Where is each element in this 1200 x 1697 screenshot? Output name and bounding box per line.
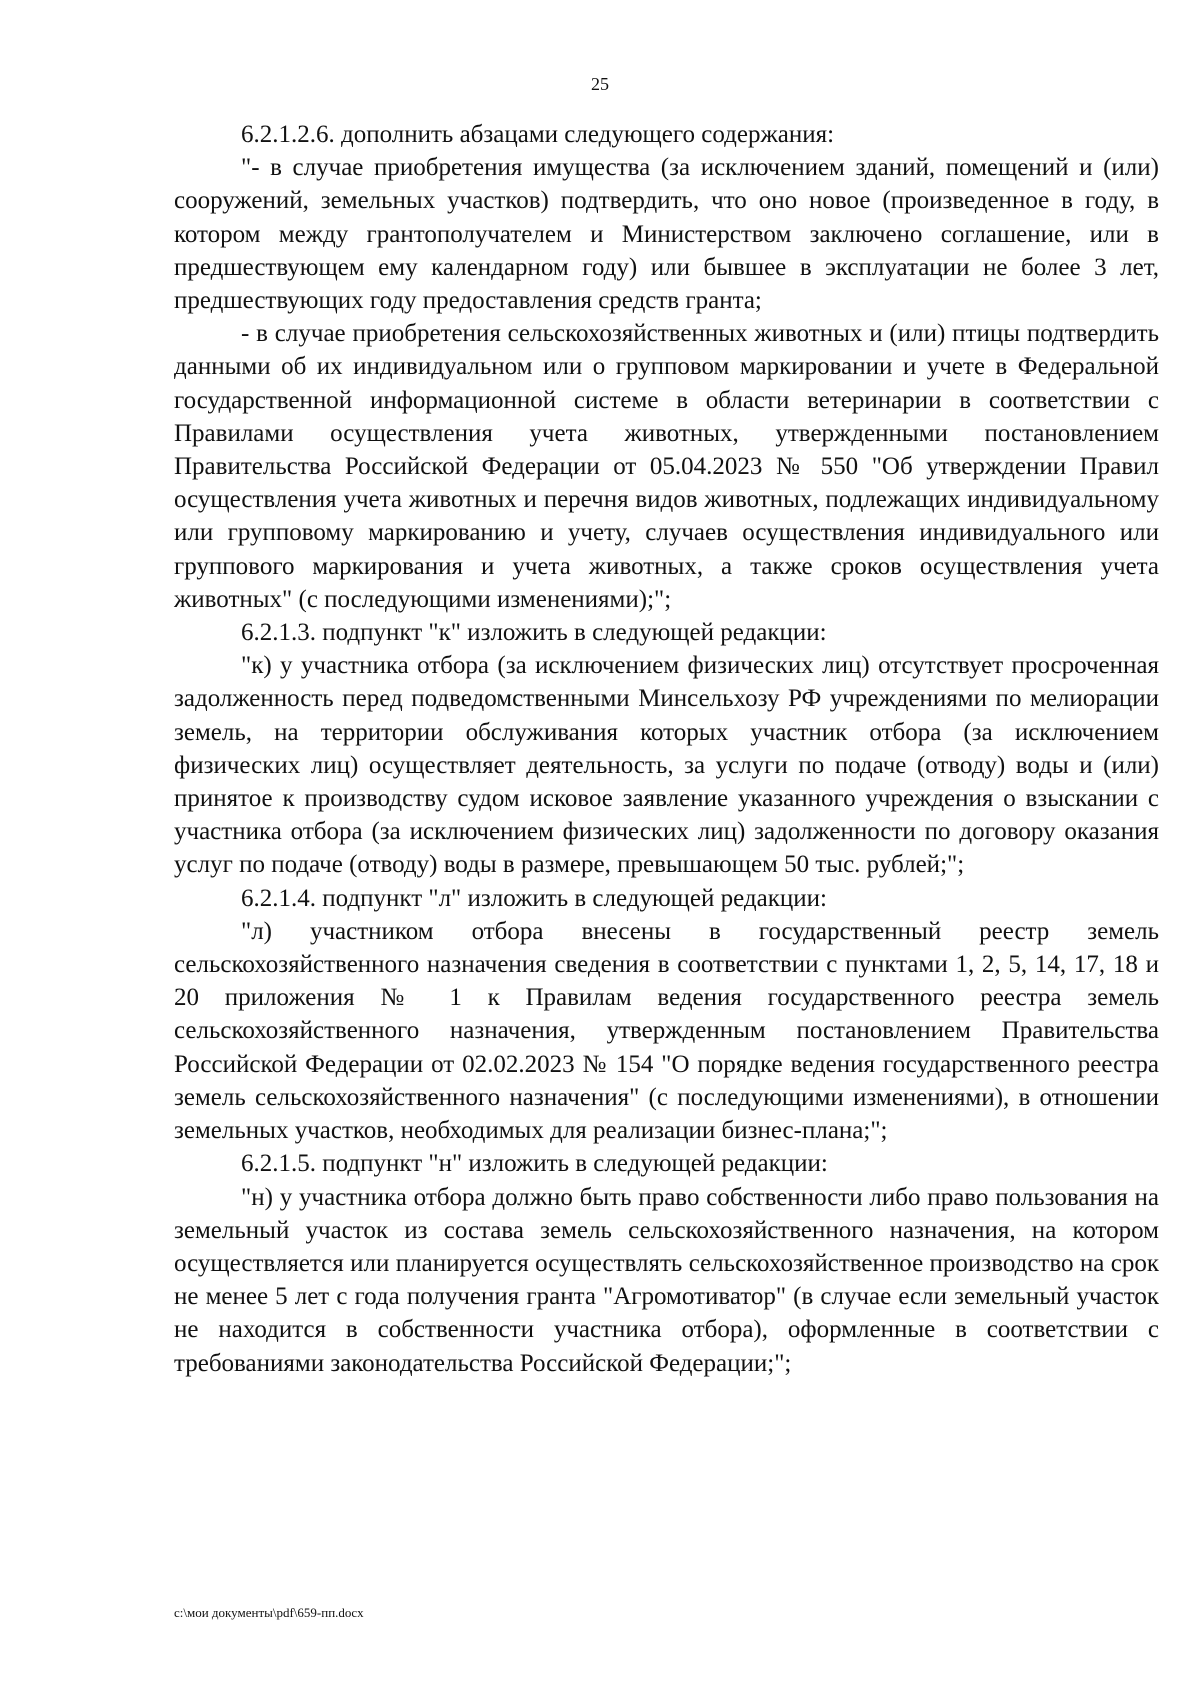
document-body <box>174 118 1159 1380</box>
paragraph-animal-acquisition: - в случае приобретения сельскохозяйственных животных и (или) птицы подтвердить данными об их индивидуальном или о групповом маркировании и учете в Федеральной государственной информационной системе в области ветеринарии в соответствии с Правилами осуществления учета животных, утвержденными постановлением Правительства Российской Федерации от 05.04.2023 № 550 "Об утверждении Правил осуществления учета животных и перечня видов животных, подлежащих индивидуальному или групповому маркированию и учету, случаев осуществления индивидуального или группового маркирования и учета животных, а также сроков осуществления учета животных" (с последующими изменениями);"; <box>174 320 1159 613</box>
paragraph-6-2-1-4: 6.2.1.4. подпункт "л" изложить в следующей редакции: <box>241 884 827 912</box>
paragraph-6-2-1-5: 6.2.1.5. подпункт "н" изложить в следующей редакции: <box>241 1150 828 1178</box>
paragraph-6-2-1-3: 6.2.1.3. подпункт "к" изложить в следующей редакции: <box>241 619 827 647</box>
paragraph-subpoint-k: "к) у участника отбора (за исключением физических лиц) отсутствует просроченная задолженность перед подведомственными Минсельхозу РФ учреждениями по мелиорации земель, на территории обслуживания которых участник отбора (за исключением физических лиц) осуществляет деятельность, за услуги по подаче (отводу) воды и (или) принятое к производству судом исковое заявление указанного учреждения о взыскании с участника отбора (за исключением физических лиц) задолженности по договору оказания услуг по подаче (отводу) воды в размере, превышающем 50 тыс. рублей;"; <box>174 652 1159 879</box>
paragraph-6-2-1-2-6: 6.2.1.2.6. дополнить абзацами следующего содержания: <box>241 121 835 148</box>
paragraph-property-acquisition: "- в случае приобретения имущества (за исключением зданий, помещений и (или) сооружений, земельных участков) подтвердить, что оно новое (произведенное в году, в котором между грантополучателем и Министерством заключено соглашение, или в предшествующем ему календарном году) или бывшее в эксплуатации не более 3 лет, предшествующих году предоставления средств гранта; <box>174 154 1159 315</box>
footer-file-path: c:\мои документы\pdf\659-пп.docx <box>174 1605 364 1620</box>
paragraph-subpoint-l: "л) участником отбора внесены в государственный реестр земель сельскохозяйственного назначения сведения в соответствии с пунктами 1, 2, 5, 14, 17, 18 и 20 приложения № 1 к Правилам ведения государственного реестра земель сельскохозяйственного назначения, утвержденным постановлением Правительства Российской Федерации от 02.02.2023 № 154 "О порядке ведения государственного реестра земель сельскохозяйственного назначения" (с последующими изменениями), в отношении земельных участков, необходимых для реализации бизнес-плана;"; <box>174 917 1159 1145</box>
paragraph-subpoint-n: "н) у участника отбора должно быть право собственности либо право пользования на земельный участок из состава земель сельскохозяйственного назначения, на котором осуществляется или планируется осуществлять сельскохозяйственное производство на срок не менее 5 лет с года получения гранта "Агромотиватор" (в случае если земельный участок не находится в собственности участника отбора), оформленные в соответствии с требованиями законодательства Российской Федерации;"; <box>174 1183 1159 1377</box>
page-number: 25 <box>591 74 609 94</box>
